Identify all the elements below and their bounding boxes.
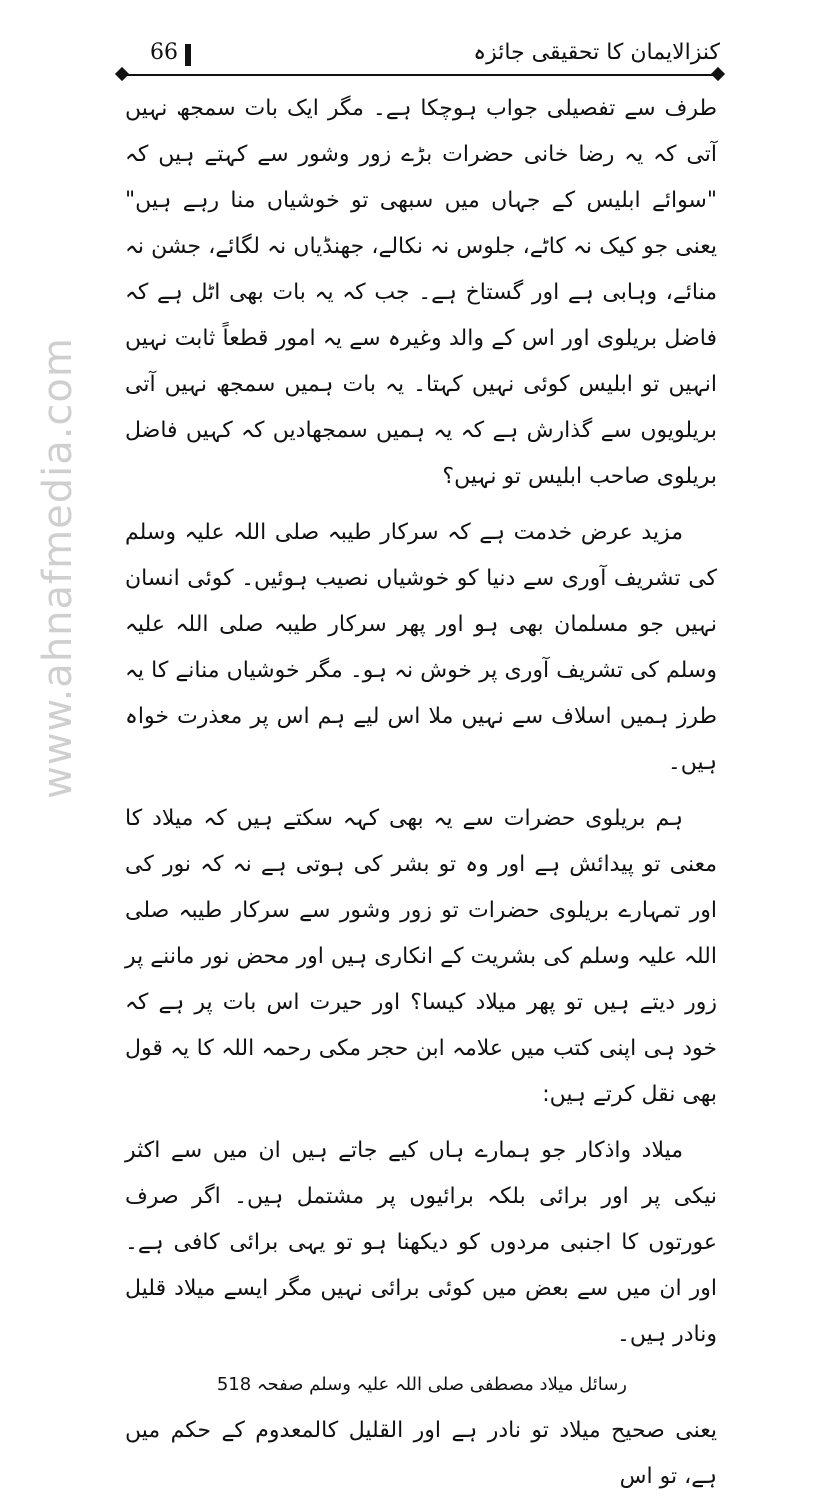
- page-number-bar: [185, 44, 191, 66]
- running-title: کنزالایمان کا تحقیقی جائزہ: [473, 40, 720, 65]
- final-paragraph: یعنی صحیح میلاد تو نادر ہے اور القلیل کالمعدوم کے حکم میں ہے، تو اس: [125, 1418, 717, 1489]
- page-number: 66: [150, 40, 178, 65]
- paragraph-2: مزید عرض خدمت ہے کہ سرکار طیبہ صلی اللہ علیہ وسلم کی تشریف آوری سے دنیا کو خوشیاں نصیب ہوئیں۔ کوئی انسان نہیں جو مسلمان بھی ہو اور پھر سرکار طیبہ صلی اللہ علیہ وسلم کی تشریف آوری پر خوش نہ ہو۔ مگر خوشیاں منانے کا یہ طرز ہمیں اسلاف سے نہیں ملا اس لیے ہم اس پر معذرت خواہ ہیں۔: [125, 520, 717, 775]
- reference-citation: رسائل میلاد مصطفی صلی اللہ علیہ وسلم صفحہ 518: [216, 1374, 627, 1395]
- page-header: [120, 40, 720, 76]
- paragraph-1: طرف سے تفصیلی جواب ہوچکا ہے۔ مگر ایک بات سمجھ نہیں آتی کہ یہ رضا خانی حضرات بڑے زور وشور سے کہتے ہیں کہ "سوائے ابلیس کے جہاں میں سبھی تو خوشیاں منا رہے ہیں" یعنی جو کیک نہ کاٹے، جلوس نہ نکالے، جھنڈیاں نہ لگائے، جشن نہ منائے، وہابی ہے اور گستاخ ہے۔ جب کہ یہ بات بھی اٹل ہے کہ فاضل بریلوی اور اس کے والد وغیرہ سے یہ امور قطعاً ثابت نہیں انہیں تو ابلیس کوئی نہیں کہتا۔ یہ بات ہمیں سمجھ نہیں آتی بریلویوں سے گذارش ہے کہ یہ ہمیں سمجھادیں کہ کہیں فاضل بریلوی صاحب ابلیس تو نہیں؟: [125, 96, 717, 489]
- watermark-text: www.ahnafmedia.com: [35, 337, 81, 799]
- quoted-paragraph: میلاد واذکار جو ہمارے ہاں کیے جاتے ہیں ان میں سے اکثر نیکی پر اور برائی بلکہ برائیوں پر مشتمل ہیں۔ اگر صرف عورتوں کا اجنبی مردوں کو دیکھنا ہو تو یہی برائی کافی ہے۔ اور ان میں سے بعض میں کوئی برائی نہیں مگر ایسے میلاد قلیل ونادر ہیں۔: [125, 1138, 717, 1347]
- body-text: [125, 86, 717, 1510]
- header-rule: [122, 74, 718, 76]
- paragraph-3: ہم بریلوی حضرات سے یہ بھی کہہ سکتے ہیں کہ میلاد کا معنی تو پیدائش ہے اور وہ تو بشر کی ہوتی ہے نہ کہ نور کی اور تمہارے بریلوی حضرات تو زور وشور سے سرکار طیبہ صلی اللہ علیہ وسلم کی بشریت کے انکاری ہیں اور محض نور ماننے پر زور دیتے ہیں تو پھر میلاد کیسا؟ اور حیرت اس بات پر ہے کہ خود ہی اپنی کتب میں علامہ ابن حجر مکی رحمہ اللہ کا یہ قول بھی نقل کرتے ہیں:: [125, 806, 717, 1107]
